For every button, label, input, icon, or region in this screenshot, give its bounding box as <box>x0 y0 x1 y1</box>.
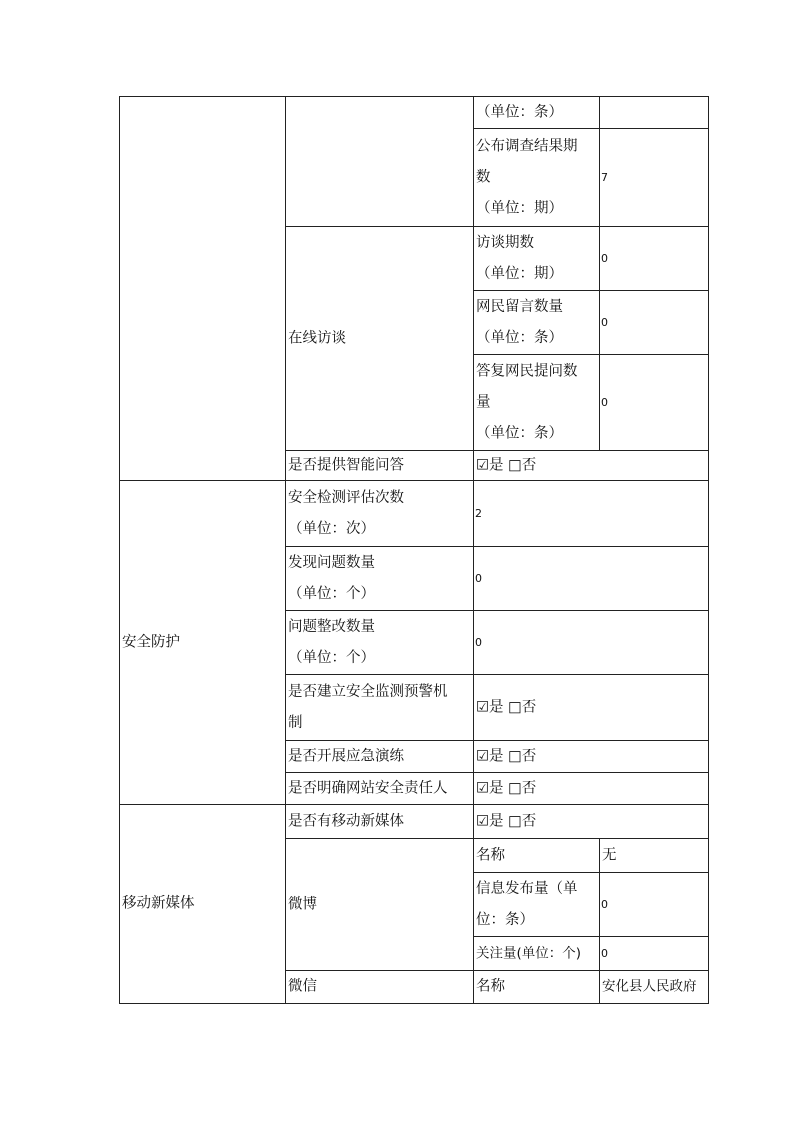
value-cell-jiance <box>473 480 709 548</box>
value-cell-zhineng <box>473 450 709 482</box>
item-label-jiance: 安全检测评估次数 （单位：次） <box>288 490 404 537</box>
subcategory-cell-zaixian <box>285 226 475 452</box>
detail-label-weibo-name: 名称 <box>476 847 505 864</box>
detail-label-dafu: 答复网民提问数 量 （单位：条） <box>476 363 578 442</box>
item-label-youyidong: 是否有移动新媒体 <box>288 813 404 830</box>
item-cell-faxian <box>285 546 475 612</box>
detail-label-tiao: （单位：条） <box>476 104 563 121</box>
subcategory-cell-weibo <box>285 838 475 972</box>
value-faxian: 0 <box>475 572 482 585</box>
category-cell-empty <box>119 96 287 482</box>
value-cell-liuyan <box>599 290 709 356</box>
item-label-zhineng: 是否提供智能问答 <box>288 457 404 474</box>
value-cell-dafu <box>599 354 709 452</box>
checkbox-group-zeren: ☑是 □否 <box>476 780 537 797</box>
detail-cell-liuyan <box>473 290 601 356</box>
checkbox-group-zhineng: ☑是 □否 <box>476 457 537 474</box>
subcategory-label-zaixian: 在线访谈 <box>288 330 346 347</box>
value-cell-youyidong <box>473 804 709 840</box>
category-cell-anquan <box>119 480 287 806</box>
value-weibo-fabu: 0 <box>601 898 608 911</box>
value-cell-zhenggai <box>473 610 709 676</box>
detail-label-weibo-guanzhu: 关注量(单位：个) <box>476 945 582 962</box>
value-liuyan: 0 <box>601 316 608 329</box>
item-label-yujing: 是否建立安全监测预警机 制 <box>288 684 448 731</box>
detail-label-liuyan: 网民留言数量 （单位：条） <box>476 299 563 346</box>
subcategory-cell-empty <box>285 96 475 228</box>
checkbox-group-youyidong: ☑是 □否 <box>476 813 537 830</box>
category-label-anquan: 安全防护 <box>122 634 180 651</box>
detail-cell-tiao <box>473 96 601 130</box>
subcategory-cell-weixin <box>285 970 475 1004</box>
value-cell-weibo-guanzhu <box>599 936 709 972</box>
detail-label-weixin-name: 名称 <box>476 978 505 995</box>
value-cell-weixin-name <box>599 970 709 1004</box>
value-dafu: 0 <box>601 396 608 409</box>
value-cell-tiao <box>599 96 709 130</box>
detail-label-fangtan: 访谈期数 （单位：期） <box>476 235 563 282</box>
value-cell-yanlian <box>473 740 709 774</box>
item-cell-zeren <box>285 772 475 806</box>
item-cell-jiance <box>285 480 475 548</box>
value-jiance: 2 <box>475 507 482 520</box>
item-cell-yujing <box>285 674 475 742</box>
value-diaocha: 7 <box>601 171 608 184</box>
value-cell-weibo-name <box>599 838 709 874</box>
item-cell-youyidong <box>285 804 475 840</box>
item-label-yanlian: 是否开展应急演练 <box>288 748 404 765</box>
detail-label-diaocha: 公布调查结果期 数 （单位：期） <box>476 138 578 217</box>
value-cell-diaocha <box>599 128 709 228</box>
detail-cell-fangtan <box>473 226 601 292</box>
subcategory-label-weibo: 微博 <box>288 896 317 913</box>
category-cell-yidong <box>119 804 287 1004</box>
detail-cell-weixin-name <box>473 970 601 1004</box>
checkbox-group-yanlian: ☑是 □否 <box>476 748 537 765</box>
category-label-yidong: 移动新媒体 <box>122 895 195 912</box>
checkbox-group-yujing: ☑是 □否 <box>476 699 537 716</box>
detail-cell-diaocha <box>473 128 601 228</box>
value-weibo-name: 无 <box>602 847 617 864</box>
item-cell-zhenggai <box>285 610 475 676</box>
value-zhenggai: 0 <box>475 636 482 649</box>
value-cell-fangtan <box>599 226 709 292</box>
detail-cell-dafu <box>473 354 601 452</box>
item-label-zhenggai: 问题整改数量 （单位：个） <box>288 619 375 666</box>
value-fangtan: 0 <box>601 252 608 265</box>
detail-cell-weibo-fabu <box>473 872 601 938</box>
item-label-zeren: 是否明确网站安全责任人 <box>288 780 448 797</box>
value-cell-faxian <box>473 546 709 612</box>
item-cell-yanlian <box>285 740 475 774</box>
value-cell-yujing <box>473 674 709 742</box>
item-cell-zhineng <box>285 450 475 482</box>
value-cell-weibo-fabu <box>599 872 709 938</box>
detail-cell-weibo-name <box>473 838 601 874</box>
value-cell-zeren <box>473 772 709 806</box>
subcategory-label-weixin: 微信 <box>288 978 317 995</box>
value-weixin-name: 安化县人民政府 <box>602 978 697 995</box>
value-weibo-guanzhu: 0 <box>601 947 608 960</box>
item-label-faxian: 发现问题数量 （单位：个） <box>288 555 375 602</box>
detail-cell-weibo-guanzhu <box>473 936 601 972</box>
detail-label-weibo-fabu: 信息发布量（单 位：条） <box>476 881 578 928</box>
